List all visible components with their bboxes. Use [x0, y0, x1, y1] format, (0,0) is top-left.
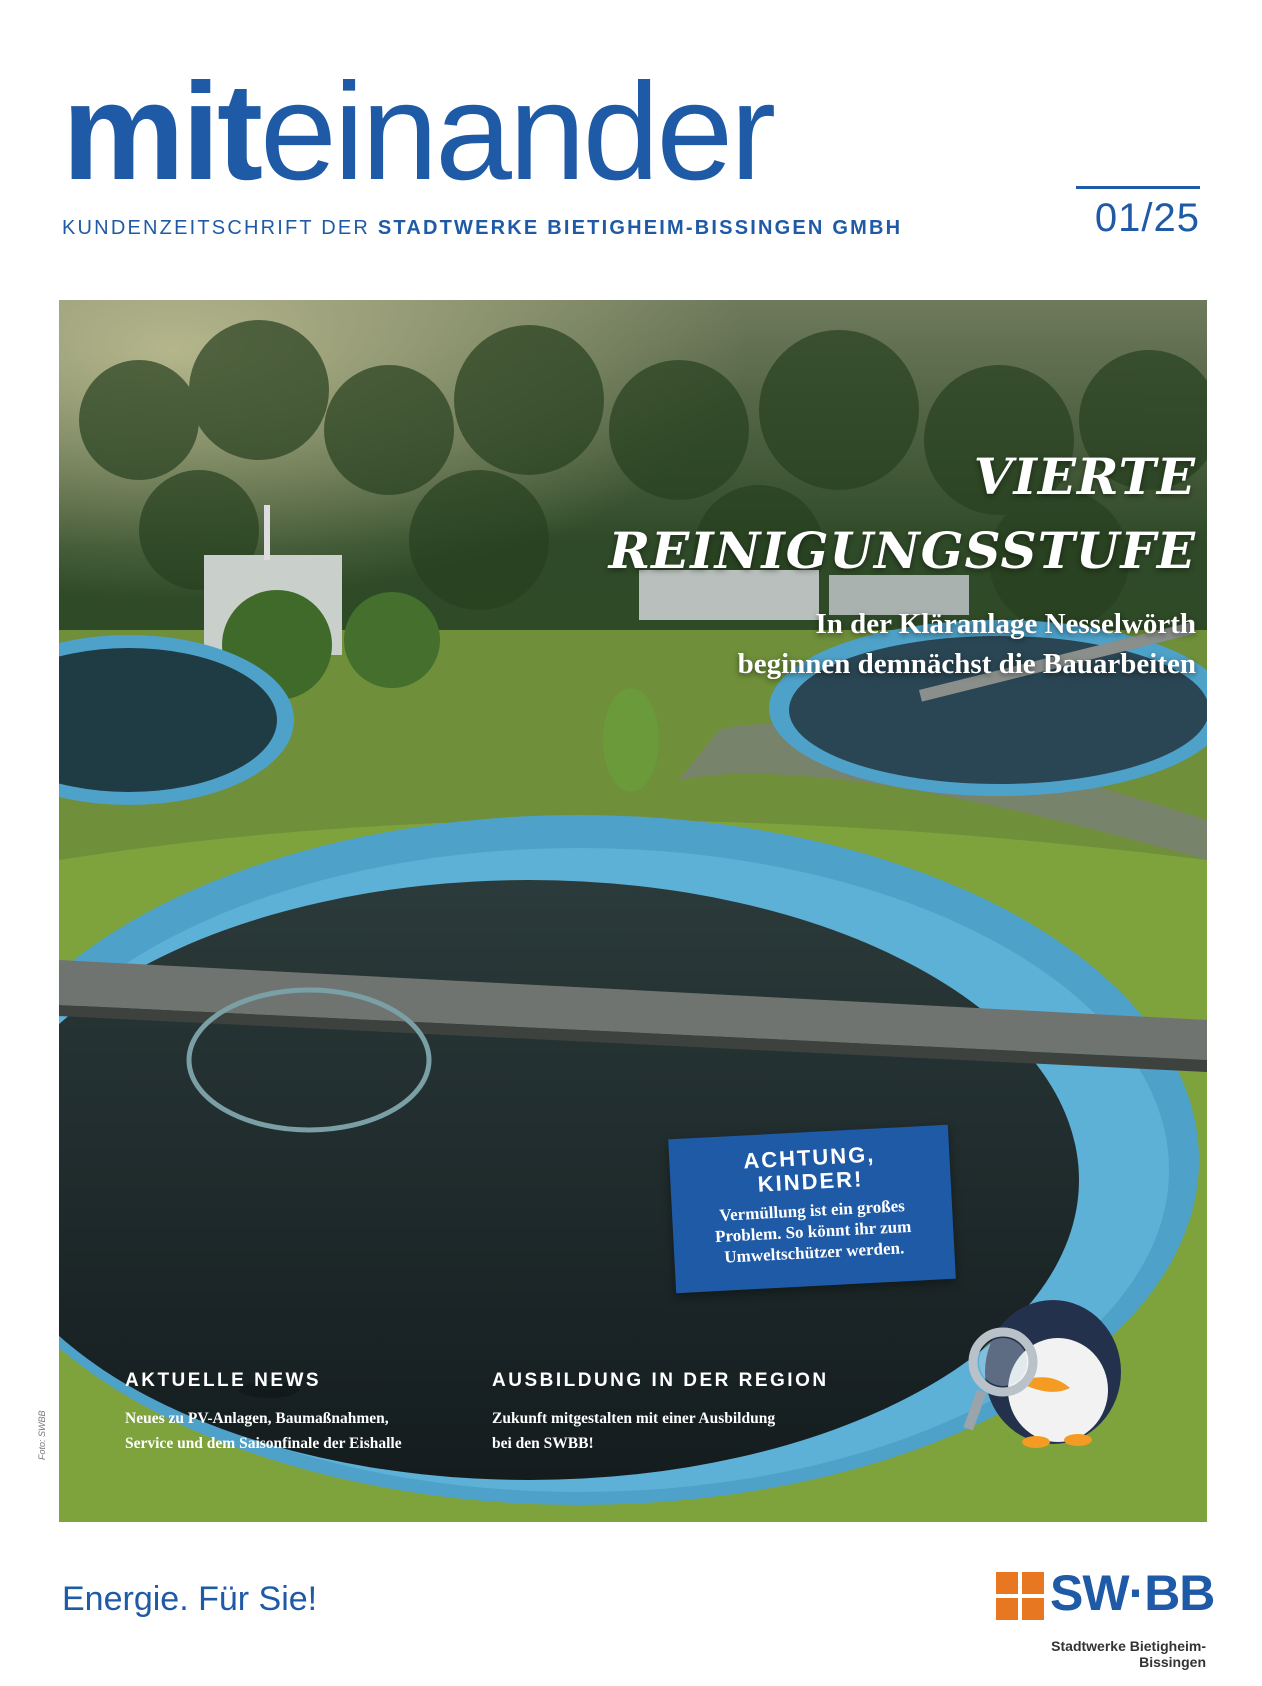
- masthead-logo: [62, 55, 922, 212]
- kids-title-line1: ACHTUNG,: [742, 1141, 876, 1174]
- teaser-ausbildung[interactable]: [492, 1370, 829, 1456]
- subhead-line1: In der Kläranlage Nesselwörth: [815, 608, 1196, 640]
- swbb-logo: [996, 1565, 1215, 1636]
- teaser-news-line2: Service und dem Saisonfinale der Eishalle: [125, 1435, 402, 1452]
- magazine-title: [62, 55, 774, 209]
- teaser-news-text: [125, 1406, 402, 1456]
- kids-title-line2: KINDER!: [757, 1166, 864, 1197]
- kids-text: [672, 1193, 955, 1271]
- swbb-subtitle: Stadtwerke Bietigheim-Bissingen: [1051, 1638, 1206, 1670]
- photo-credit: Foto: SWBB: [37, 1410, 47, 1460]
- subhead-line2: beginnen demnächst die Bauarbeiten: [737, 648, 1196, 680]
- cover-subhead: [738, 604, 1196, 684]
- headline-line1: VIERTE: [973, 447, 1196, 506]
- swbb-wordmark: SW·BB: [1050, 1565, 1215, 1621]
- teaser-news[interactable]: [125, 1370, 402, 1456]
- kids-text-line2: Problem. So könnt ihr zum: [714, 1216, 912, 1247]
- footer-slogan: Energie. Für Sie!: [62, 1580, 318, 1618]
- swbb-squares-icon: [996, 1572, 1046, 1622]
- title-regular: einander: [260, 55, 774, 209]
- teaser-ausbildung-heading: AUSBILDUNG IN DER REGION: [492, 1370, 829, 1391]
- cover-headline: [609, 440, 1196, 588]
- kids-teaser-box: [668, 1125, 956, 1293]
- teaser-ausbildung-line2: bei den SWBB!: [492, 1435, 594, 1452]
- kids-title: [669, 1139, 951, 1202]
- teaser-news-heading: AKTUELLE NEWS: [125, 1370, 322, 1391]
- tagline-regular: KUNDENZEITSCHRIFT DER: [62, 217, 371, 239]
- tagline-bold: STADTWERKE BIETIGHEIM-BISSINGEN GMBH: [377, 217, 903, 239]
- title-bold: mit: [62, 55, 260, 209]
- masthead-tagline: [62, 217, 902, 240]
- teaser-ausbildung-line1: Zukunft mitgestalten mit einer Ausbildung: [492, 1410, 776, 1427]
- teaser-news-line1: Neues zu PV-Anlagen, Baumaßnahmen,: [125, 1410, 389, 1427]
- issue-divider: [1076, 186, 1200, 189]
- kids-text-line1: Vermüllung ist ein großes: [718, 1196, 906, 1225]
- teaser-ausbildung-text: [492, 1406, 829, 1456]
- headline-line2: REINIGUNGSSTUFE: [608, 521, 1196, 580]
- issue-number: 01/25: [1094, 196, 1200, 240]
- kids-text-line3: Umweltschützer werden.: [723, 1238, 905, 1267]
- penguin-mascot-icon: [958, 1262, 1138, 1452]
